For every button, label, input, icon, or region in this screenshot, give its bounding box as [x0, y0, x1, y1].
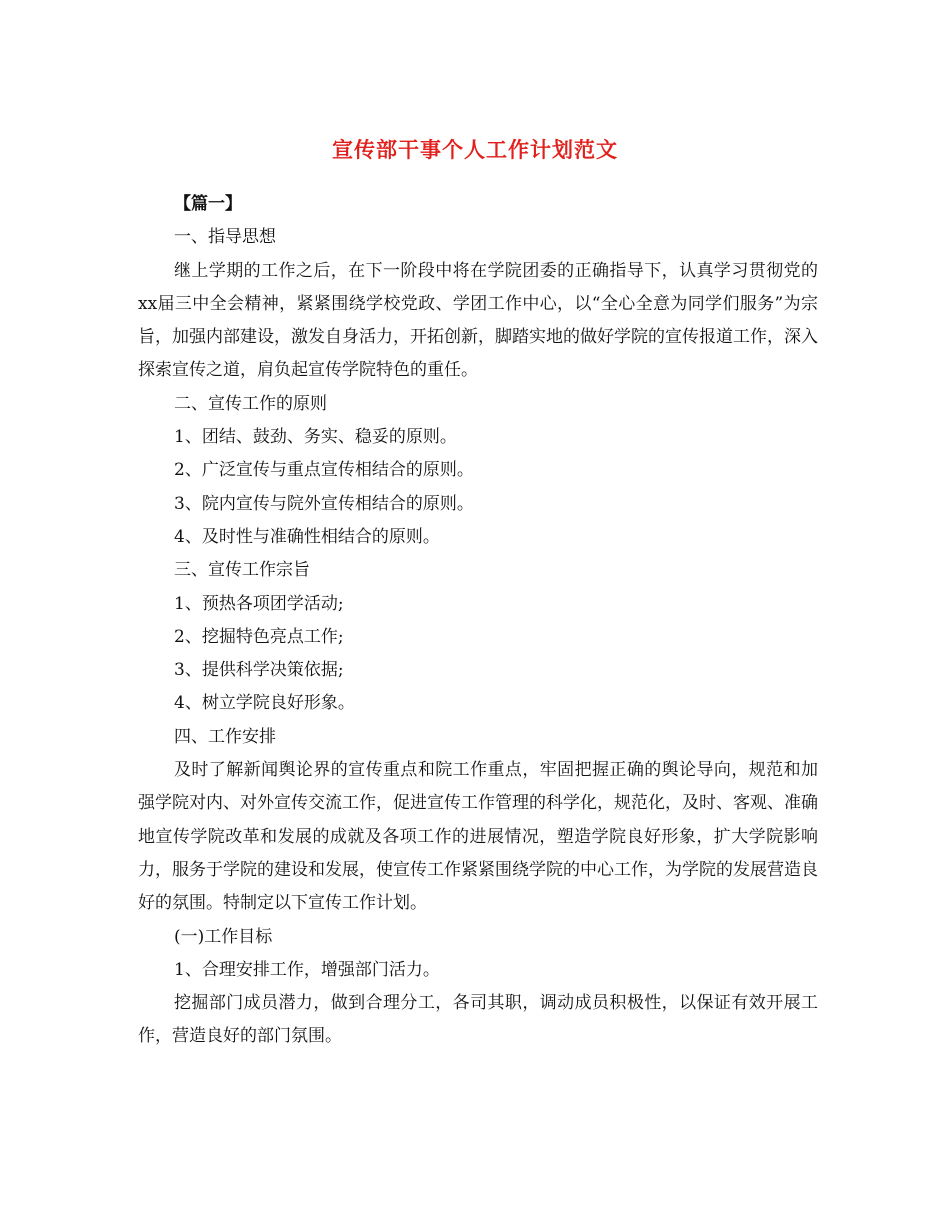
document-body: [138, 188, 818, 1054]
list-item: 3、提供科学决策依据;: [174, 660, 344, 681]
body-paragraph: 及时了解新闻舆论界的宣传重点和院工作重点，牢固把握正确的舆论导向，规范和加强学院对内、对外宣传交流工作，促进宣传工作管理的科学化，规范化，及时、客观、准确地宣传学院改革和发展的成就及各项工作的进展情况，塑造学院良好形象，扩大学院影响力，服务于学院的建设和发展，使宣传工作紧紧围绕学院的中心工作，为学院的发展营造良好的氛围。特制定以下宣传工作计划。: [138, 760, 818, 914]
subsection-heading: (一)工作目标: [174, 926, 273, 947]
list-item: 1、预热各项团学活动;: [174, 593, 344, 614]
section-heading: 三、宣传工作宗旨: [174, 560, 310, 581]
list-item: 2、挖掘特色亮点工作;: [174, 626, 344, 647]
section-heading: 一、指导思想: [174, 227, 276, 248]
section-heading: 四、工作安排: [174, 726, 276, 747]
list-item: 1、团结、鼓劲、务实、稳妥的原则。: [174, 427, 457, 448]
document-title: 宣传部干事个人工作计划范文: [332, 137, 618, 163]
list-item: 3、院内宣传与院外宣传相结合的原则。: [174, 493, 474, 514]
section-heading: 二、宣传工作的原则: [174, 393, 327, 414]
body-paragraph: 挖掘部门成员潜力，做到合理分工，各司其职，调动成员积极性，以保证有效开展工作，营造良好的部门氛围。: [138, 993, 818, 1047]
list-item: 4、树立学院良好形象。: [174, 693, 355, 714]
list-item: 4、及时性与准确性相结合的原则。: [174, 526, 440, 547]
body-paragraph: 继上学期的工作之后，在下一阶段中将在学院团委的正确指导下，认真学习贯彻党的xx届三中全会精神，紧紧围绕学校党政、学团工作中心，以“全心全意为同学们服务”为宗旨，加强内部建设，激发自身活力，开拓创新，脚踏实地的做好学院的宣传报道工作，深入探索宣传之道，肩负起宣传学院特色的重任。: [138, 260, 818, 381]
section-marker: 【篇一】: [174, 194, 242, 214]
list-item: 1、合理安排工作，增强部门活力。: [174, 959, 440, 980]
list-item: 2、广泛宣传与重点宣传相结合的原则。: [174, 460, 474, 481]
